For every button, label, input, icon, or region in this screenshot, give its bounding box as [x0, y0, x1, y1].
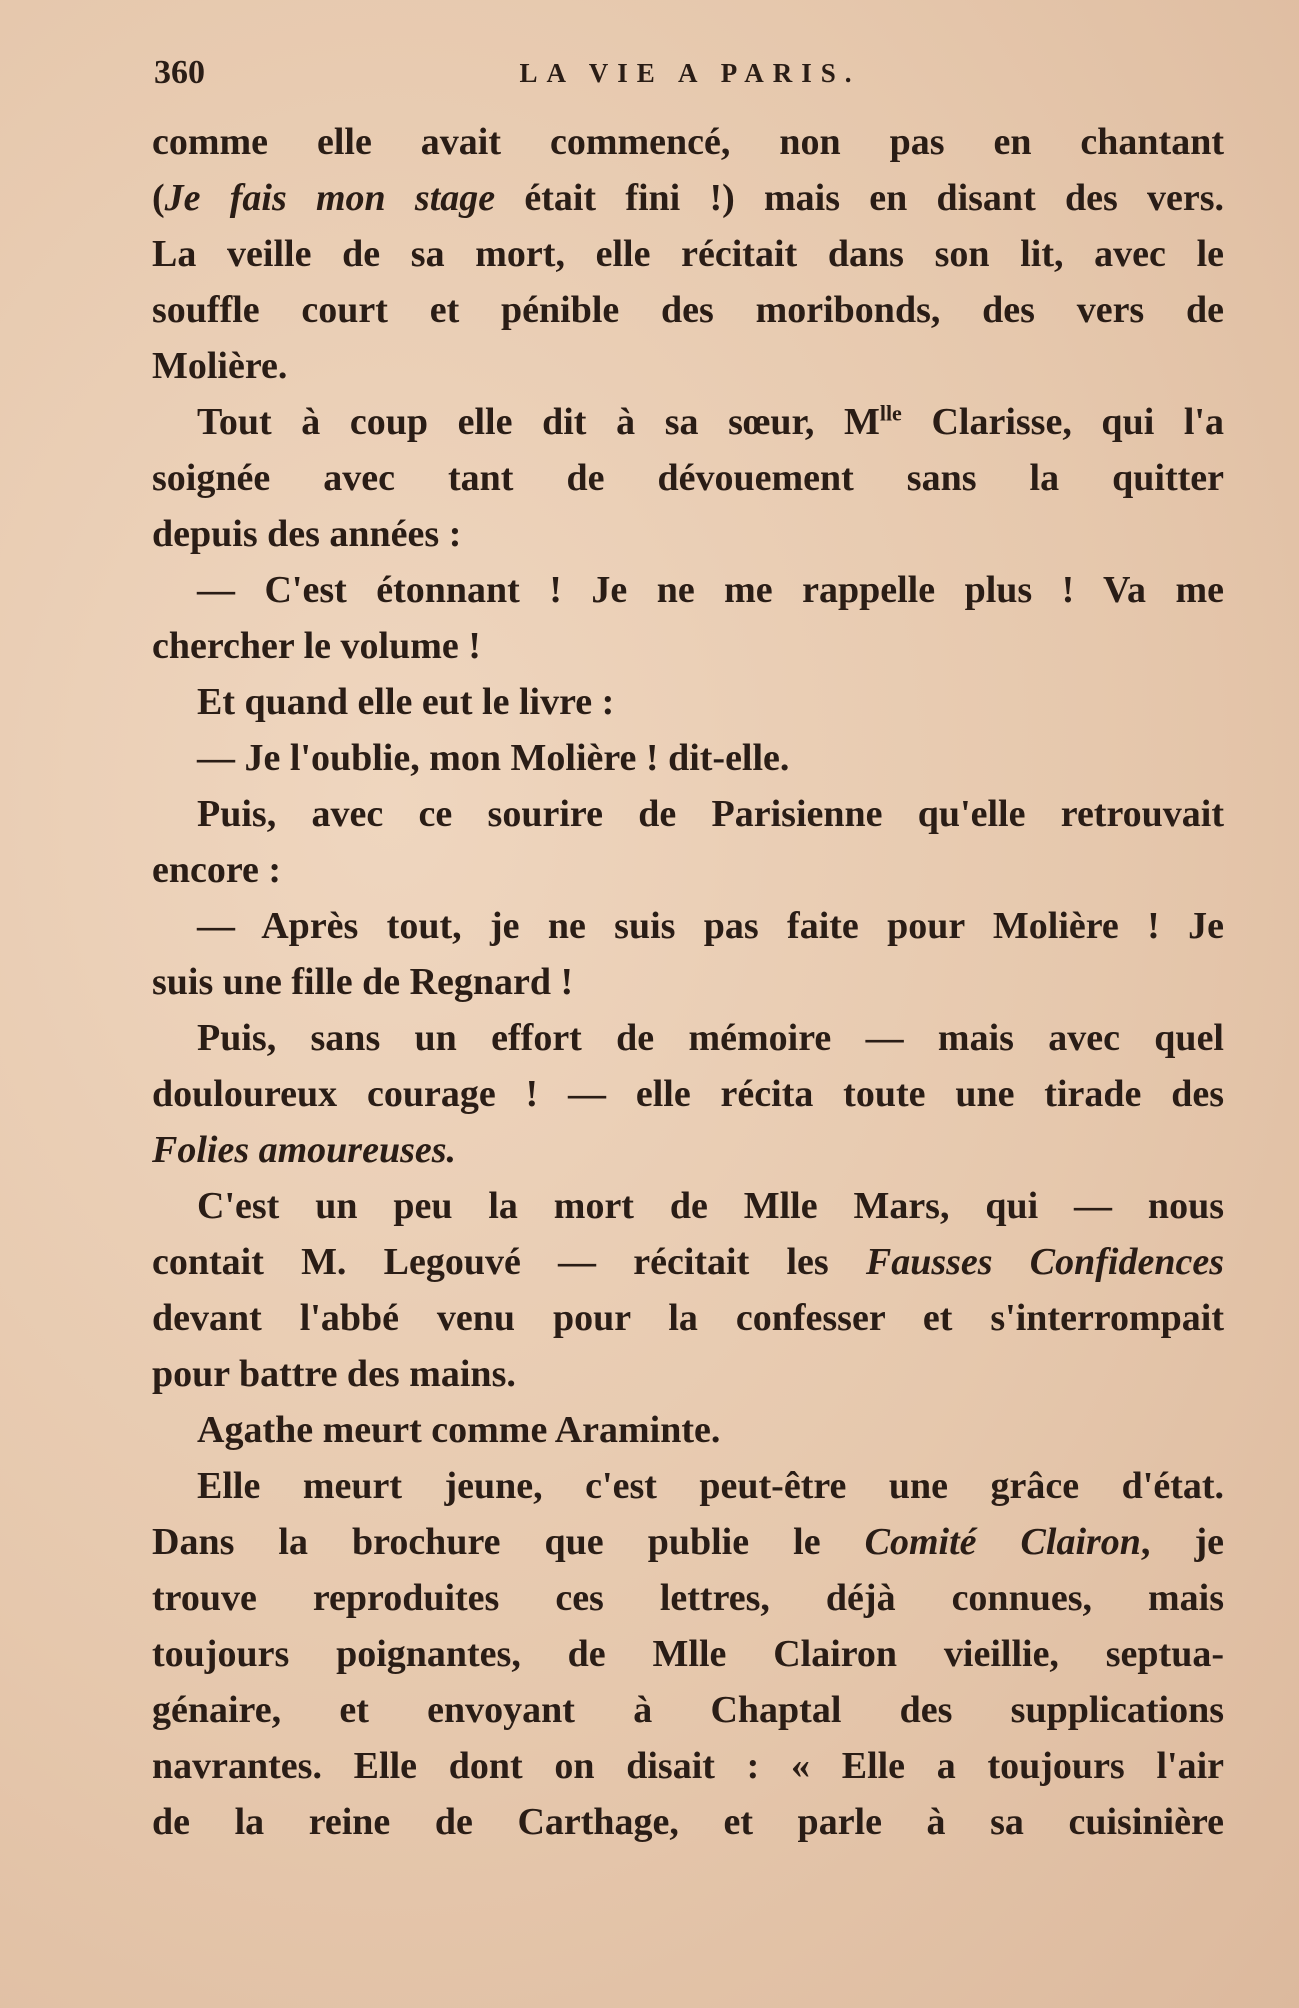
text-line: La veille de sa mort, elle récitait dans son lit, avec le — [152, 233, 1224, 275]
text-line: C'est un peu la mort de Mlle Mars, qui — nous — [197, 1185, 1224, 1227]
text-line: génaire, et envoyant à Chaptal des supplications — [152, 1689, 1224, 1731]
page-header — [150, 48, 1230, 98]
text-line: depuis des années : — [152, 513, 462, 555]
text-line: contait M. Legouvé — récitait les Fausses Confidences — [152, 1241, 1224, 1283]
text-line: (Je fais mon stage était fini !) mais en disant des vers. — [152, 177, 1224, 219]
running-title: LA VIE A PARIS. — [519, 58, 861, 88]
text-line: Folies amoureuses. — [152, 1129, 457, 1171]
text-line: souffle court et pénible des moribonds, des vers de — [152, 289, 1224, 331]
page-number: 360 — [154, 54, 205, 91]
text-line: Elle meurt jeune, c'est peut-être une grâce d'état. — [197, 1465, 1224, 1507]
text-line: Puis, sans un effort de mémoire — mais avec quel — [197, 1017, 1224, 1059]
text-line: navrantes. Elle dont on disait : « Elle a toujours l'air — [152, 1745, 1224, 1787]
body-text — [152, 114, 1224, 1850]
text-line: — Après tout, je ne suis pas faite pour Molière ! Je — [197, 905, 1224, 947]
text-line: Tout à coup elle dit à sa sœur, $M^{lle}$ Clarisse, qui l'a — [197, 400, 1224, 443]
text-line: suis une fille de Regnard ! — [152, 961, 574, 1003]
text-line: pour battre des mains. — [152, 1353, 516, 1395]
text-line: encore : — [152, 849, 282, 891]
text-line: de la reine de Carthage, et parle à sa cuisinière — [152, 1801, 1224, 1843]
text-line: trouve reproduites ces lettres, déjà connues, mais — [152, 1577, 1224, 1619]
text-line: Puis, avec ce sourire de Parisienne qu'elle retrouvait — [197, 793, 1224, 835]
text-line: soignée avec tant de dévouement sans la quitter — [152, 457, 1224, 499]
text-line: chercher le volume ! — [152, 625, 481, 667]
text-line: devant l'abbé venu pour la confesser et s'interrompait — [152, 1297, 1224, 1339]
text-line: — C'est étonnant ! Je ne me rappelle plus ! Va me — [197, 569, 1224, 611]
text-line: Dans la brochure que publie le Comité Clairon, je — [152, 1521, 1224, 1563]
text-line: toujours poignantes, de Mlle Clairon vieillie, septua- — [152, 1633, 1224, 1675]
text-line: Agathe meurt comme Araminte. — [197, 1409, 721, 1451]
text-line: comme elle avait commencé, non pas en chantant — [152, 121, 1224, 163]
text-line: — Je l'oublie, mon Molière ! dit-elle. — [197, 737, 790, 779]
text-line: Molière. — [152, 345, 288, 387]
text-line: Et quand elle eut le livre : — [197, 681, 615, 723]
text-line: douloureux courage ! — elle récita toute une tirade des — [152, 1073, 1224, 1115]
